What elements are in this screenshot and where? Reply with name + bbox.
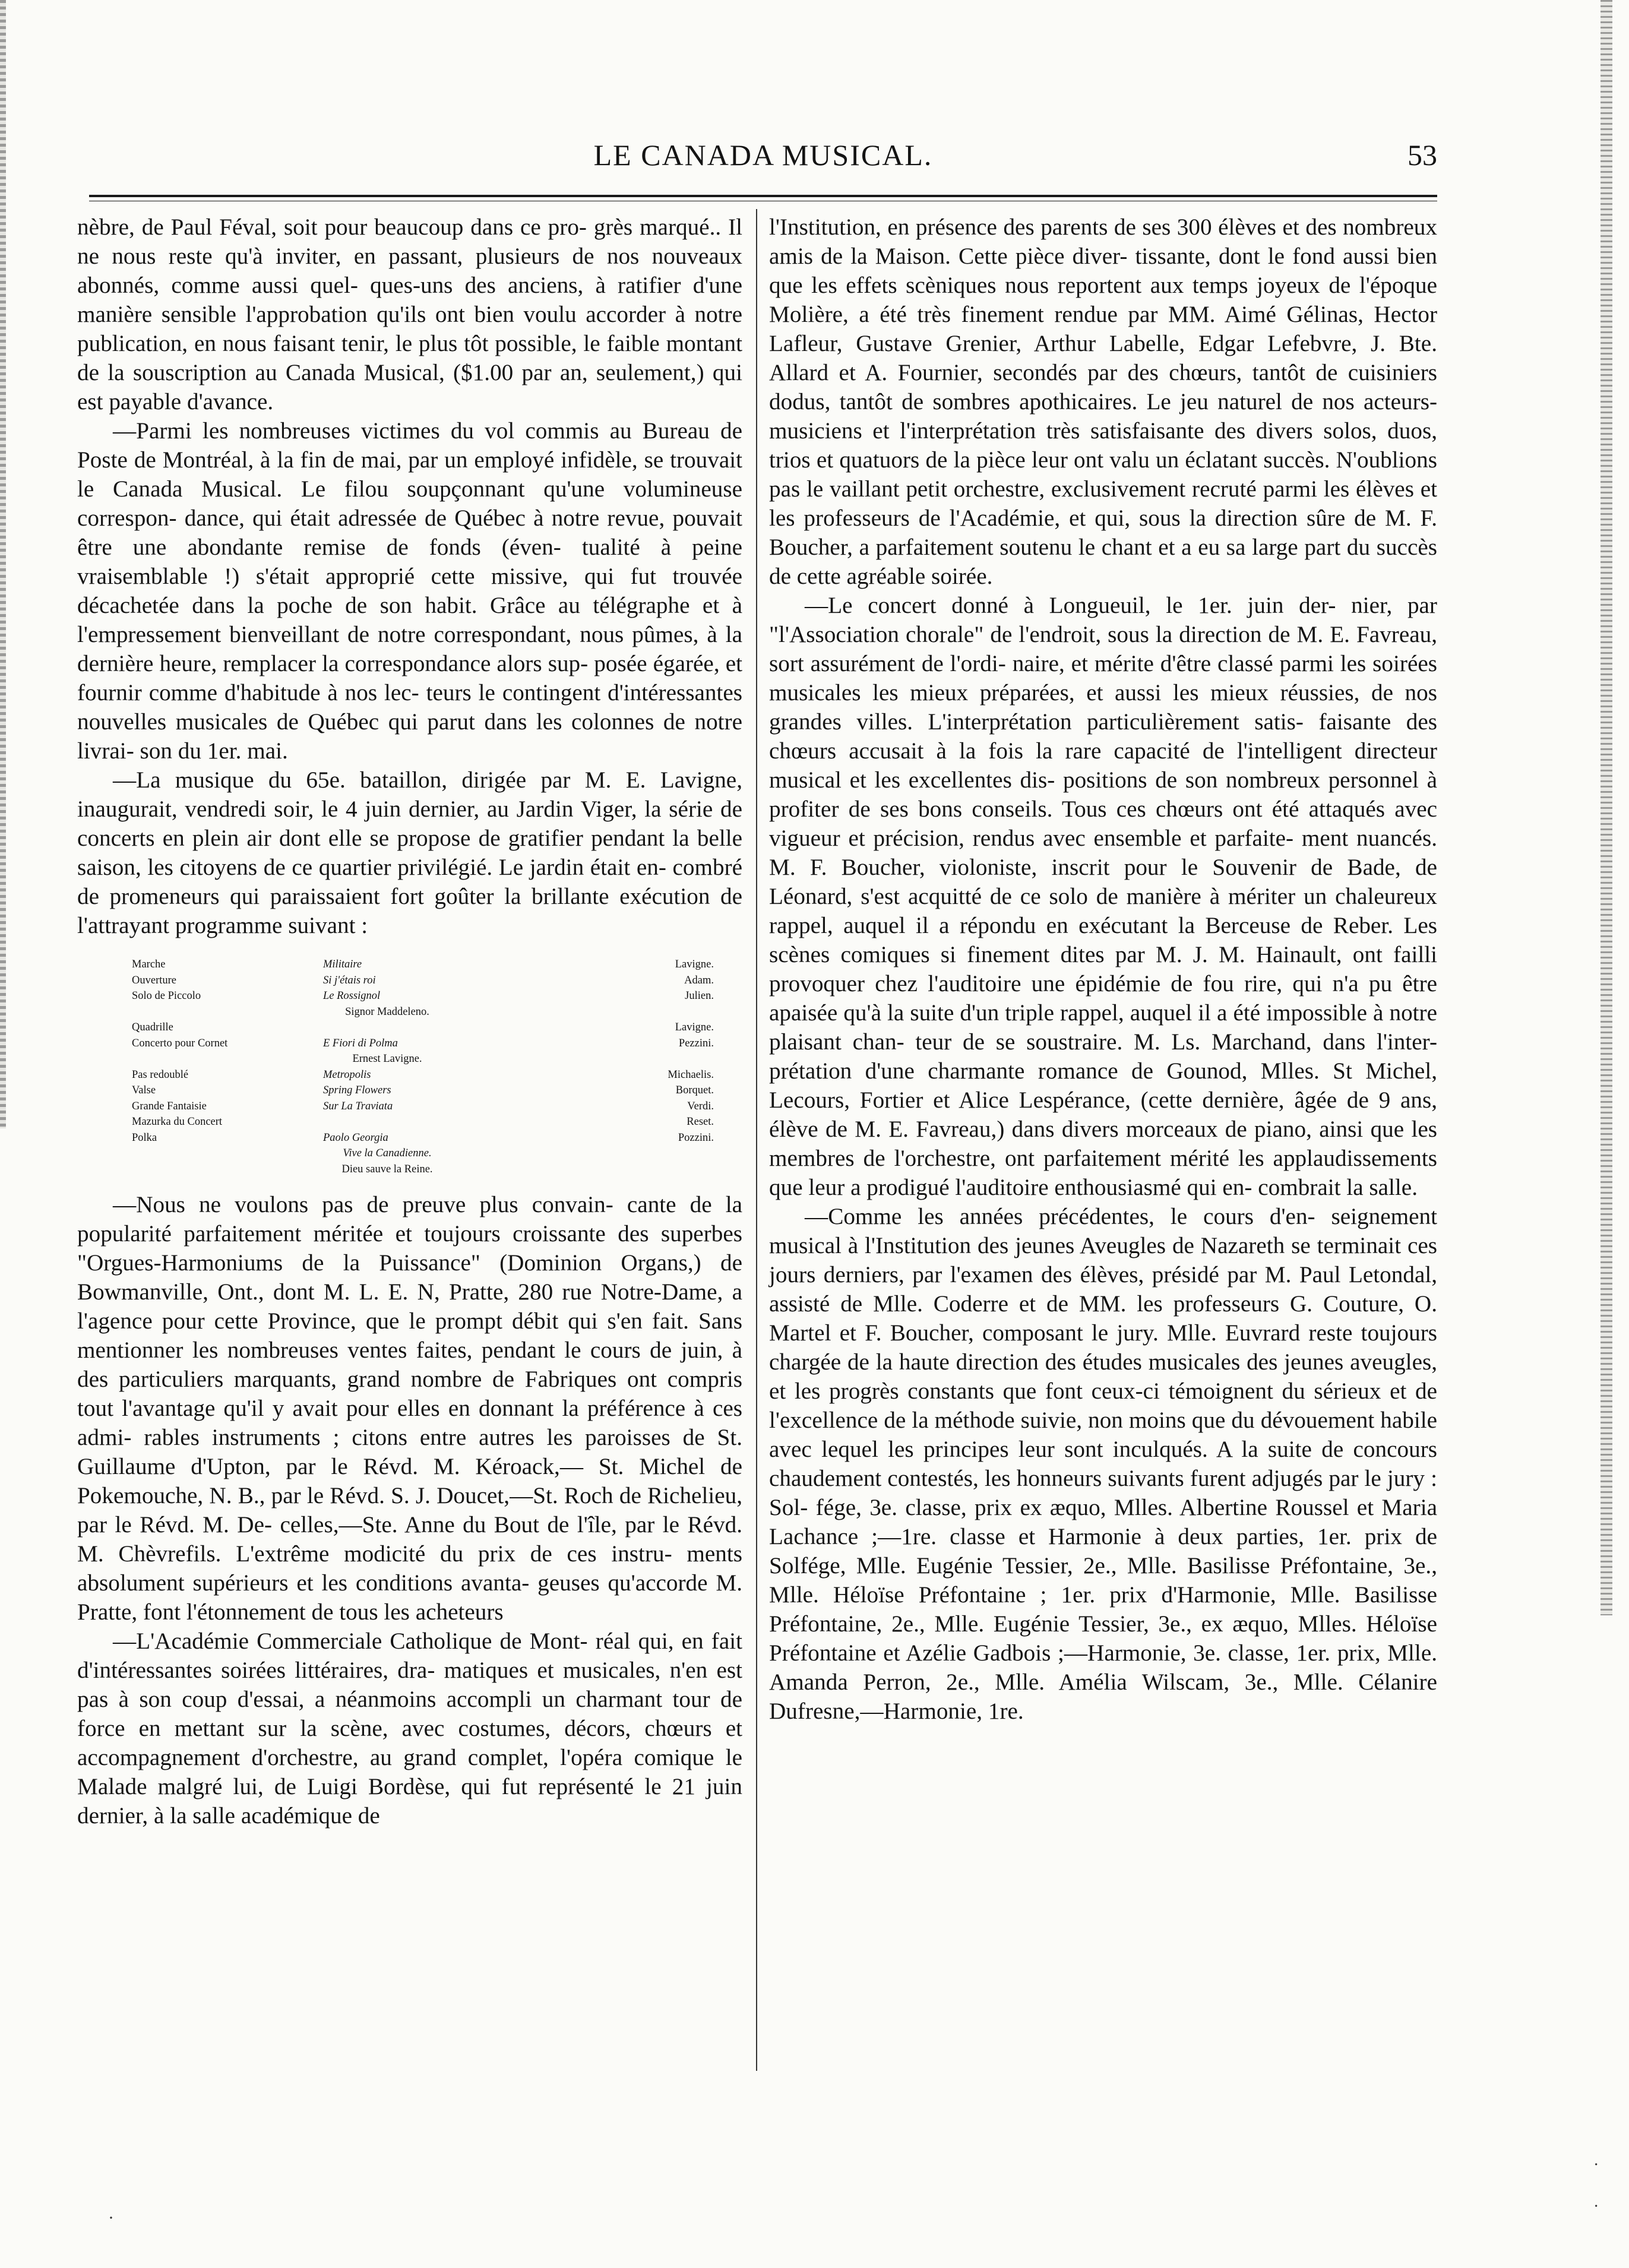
text-line: —Le concert donné à Longueuil, le 1er. juin der- <box>805 593 1336 618</box>
text-line: son habit. Grâce au télégraphe et à l'empressement <box>77 593 743 647</box>
text-line: prétation d'une charmante romance de Gounod, Mlles. <box>769 1058 1320 1084</box>
column-divider <box>756 209 757 2071</box>
program-composer: Verdi. <box>687 1100 714 1112</box>
text-line: au Bureau de Poste de Montréal, à la fin de mai, par <box>77 418 742 473</box>
text-line: fou rire, qui n'a pu être apaisée qu'à la suite d'un triple <box>769 971 1438 1026</box>
text-line: cante de la popularité parfaitement méritée et toujours <box>77 1192 742 1247</box>
text-line: pour cette Province, que le prompt débit qui s'en fait. <box>162 1308 689 1334</box>
program-row <box>132 1114 714 1130</box>
text-line: accompagnement d'orchestre, au grand complet, l'opéra <box>77 1745 623 1770</box>
paragraph <box>769 1202 1437 1726</box>
program-row <box>132 1130 714 1146</box>
text-line: constants que font ceux-ci témoignent du sérieux et de <box>907 1378 1437 1404</box>
text-line: Lefebvre, J. Bte. Allard et A. Fournier, secondés par <box>769 331 1437 385</box>
program-composer: Julien. <box>685 990 714 1002</box>
text-line: sombres apothicaires. Le jeu naturel de nos acteurs- <box>932 389 1437 415</box>
running-head <box>89 138 1437 185</box>
print-mark: · <box>108 2208 114 2228</box>
program-piece: Solo de Piccolo <box>132 990 201 1002</box>
program-piece: Grande Fantaisie <box>132 1100 207 1112</box>
text-line: les honneurs suivants furent adjugés par le jury : Sol- <box>769 1466 1438 1520</box>
paragraph <box>77 1190 742 1627</box>
text-line: réal qui, en fait d'intéressantes soirées littéraires, dra- <box>77 1628 743 1683</box>
text-line: des élèves, présidé par M. Paul Letondal, assisté de <box>769 1262 1438 1317</box>
paragraph <box>77 213 742 416</box>
text-line: 1er. prix d'Harmonie, Mlle. Basilisse Préfontaine, <box>769 1582 1437 1637</box>
program-title: Le Rossignol <box>323 990 381 1002</box>
text-line: de Nazareth se terminait ces jours derniers, par l'examen <box>769 1233 1438 1288</box>
text-line: dernière heure, remplacer la correspondance alors sup- <box>77 651 589 676</box>
text-line: combrait la salle. <box>1258 1175 1418 1200</box>
text-line: dont M. L. E. N, Pratte, 280 rue Notre-Dame, a l'agence <box>77 1279 742 1334</box>
text-line: rappel, auquel il a été impossible à notre plaisant chan- <box>769 1000 1438 1055</box>
program-composer: Lavigne. <box>675 1021 714 1033</box>
print-mark: · <box>1593 2197 1599 2216</box>
program-piece: Concerto pour Cornet <box>132 1037 228 1049</box>
text-line: 1er. prix de Solfége, Mlle. Eugénie Tessier, 2e., Mlle. <box>769 1524 1437 1579</box>
text-line: nombre de Fabriques ont compris tout l'avantage qu'il <box>77 1367 743 1421</box>
program-closing: Dieu sauve la Reine. <box>341 1163 433 1175</box>
text-line: tissante, dont le fond aussi bien que les effets scèniques <box>769 243 1437 298</box>
text-line: 1er. prix, Mlle. Amanda Perron, 2e., Mlle. Amélia <box>769 1640 1438 1695</box>
text-line: nier, par "l'Association chorale" de l'endroit, sous la <box>769 593 1437 647</box>
text-line: celles,—Ste. Anne du Bout de l'île, par le Révd. M. <box>77 1512 743 1567</box>
text-line: vigueur et précision, rendus avec ensemble et parfaite- <box>769 825 1294 851</box>
text-line: scènes comiques si finement dites par M. J. M. Hainault, <box>769 942 1342 967</box>
text-line: Wilscam, 3e., Mlle. Célanire Dufresne,—Harmonie, 1re. <box>769 1669 1437 1724</box>
text-line: —L'Académie Commerciale Catholique de Mont- <box>113 1628 588 1654</box>
text-line: au Jardin Viger, la série de concerts en plein air dont <box>77 796 742 851</box>
text-line: a néanmoins accompli un charmant tour de force en <box>77 1687 743 1741</box>
program-performer: Signor Maddeleno. <box>345 1005 429 1018</box>
text-line: Maria Lachance ;—1re. classe et Harmonie à deux parties, <box>769 1495 1437 1549</box>
program-title: E Fiori di Polma <box>323 1037 398 1049</box>
program-composer: Reset. <box>687 1116 714 1128</box>
text-line: il a répondu en exécutant la Berceuse de Reber. Les <box>915 913 1437 938</box>
program-title: Paolo Georgia <box>323 1131 388 1144</box>
program-piece: Mazurka du Concert <box>132 1116 223 1128</box>
text-line: grandes villes. L'interprétation particulièrement satis- <box>769 709 1304 735</box>
text-line: —Parmi les nombreuses victimes du vol commis <box>113 418 599 444</box>
text-line: missive, qui fut trouvée décachetée dans la poche de <box>77 564 743 618</box>
print-mark: · <box>1593 2156 1599 2174</box>
text-line: rables instruments ; citons entre autres les paroisses de <box>144 1425 705 1450</box>
text-line: y avait pour elles en donnant la préférence à ces admi- <box>77 1396 742 1450</box>
program-piece: Pas redoublé <box>132 1068 189 1081</box>
program-composer: Pezzini. <box>678 1037 714 1049</box>
text-line: ment nuancés. M. F. Boucher, violoniste, inscrit pour <box>769 825 1437 880</box>
text-line: bienveillant de notre correspondant, nous pûmes, à la <box>229 622 743 647</box>
program-performer: Ernest Lavigne. <box>352 1053 422 1065</box>
program-row <box>132 1067 714 1083</box>
text-line: les acheteurs <box>384 1599 504 1625</box>
text-line: posée égarée, et fournir comme d'habitude à nos lec- <box>77 651 742 706</box>
program-row <box>132 1083 714 1099</box>
program-title: Si j'étais roi <box>323 974 376 986</box>
program-composer: Michaelis. <box>668 1068 714 1081</box>
text-line: teurs le contingent d'intéressantes nouvelles musicales <box>77 680 743 735</box>
scan-edge-right <box>1600 0 1612 1615</box>
text-line: Hector Lafleur, Gustave Grenier, Arthur Labelle, Edgar <box>769 302 1438 356</box>
text-line: plusieurs de nos nouveaux abonnés, comme aussi quel- <box>77 243 742 298</box>
text-line: positions de son nombreux personnel à profiter de ses <box>769 767 1438 822</box>
text-line: faisante des chœurs accusait à la fois la rare capacité <box>769 709 1437 764</box>
text-line: direction de M. E. Favreau, sort assurément de l'ordi- <box>769 622 1438 676</box>
text-line: citoyens de ce quartier privilégié. Le jardin était en- <box>179 855 666 880</box>
program-row <box>132 1099 714 1115</box>
text-line: brillante exécution de l'attrayant programme suivant : <box>77 884 742 938</box>
text-line: ments absolument supérieurs et les conditions avanta- <box>77 1541 742 1596</box>
text-line: combré de promeneurs qui paraissaient fort goûter la <box>77 855 743 909</box>
program-piece: Marche <box>132 959 166 970</box>
text-line: solos, duos, trios et quatuors de la pièce leur ont valu <box>769 418 1438 473</box>
program-composer: Borquet. <box>675 1084 714 1096</box>
program-closing: Vive la Canadienne. <box>343 1147 432 1159</box>
text-line: nèbre, de Paul Féval, soit pour beaucoup dans ce pro- <box>77 214 587 240</box>
program-title: Metropolis <box>323 1068 371 1081</box>
text-line: inculqués. A la suite de concours chaudement contestés, <box>769 1437 1438 1491</box>
program-composer: Adam. <box>684 974 714 986</box>
text-line: ont failli provoquer chez l'auditoire une épidémie de <box>769 942 1438 997</box>
text-line: geuses qu'accorde M. Pratte, font l'étonnement de tous <box>77 1570 742 1625</box>
text-line: représenté le 21 juin dernier, à la salle académique de <box>77 1774 743 1829</box>
page-number: 53 <box>1407 138 1437 172</box>
text-line: grès marqué.. Il ne nous reste qu'à inviter, en passant, <box>77 214 743 269</box>
text-line: de M. F. Boucher, a parfaitement soutenu le chant et a <box>769 505 1437 560</box>
text-line: de Québec qui parut dans les colonnes de notre livrai- <box>77 709 743 764</box>
text-line: l'Institution, en présence des parents de ses 300 élèves <box>769 214 1277 240</box>
text-line: fége, 3e. classe, prix ex æquo, Mlles. Albertine Roussel et <box>815 1495 1374 1520</box>
text-line: des chœurs, tantôt de cuisiniers dodus, tantôt de <box>769 360 1437 415</box>
text-line: divers morceaux de piano, ainsi que les membres de <box>769 1116 1437 1171</box>
program-row <box>132 957 714 973</box>
text-line: l'excellence de la méthode suivie, non moins que du <box>769 1407 1255 1433</box>
text-line: Préfontaine et Azélie Gadbois ;—Harmonie, 3e. classe, <box>769 1640 1289 1666</box>
program-title: Sur La Traviata <box>323 1100 393 1112</box>
text-line: seignement musical à l'Institution des jeunes Aveugles <box>769 1204 1437 1258</box>
text-line: publication, en nous faisant tenir, le plus tôt possible, le <box>77 331 600 356</box>
text-line: a été très finement rendue par MM. Aimé Gélinas, <box>859 302 1364 327</box>
header-rule <box>89 195 1437 197</box>
program-composer: Lavigne. <box>675 959 714 970</box>
text-line: —La musique du 65e. bataillon, dirigée par M. E. <box>113 767 646 793</box>
text-line: St. Michel de Pokemouche, N. B., par le Révd. S. J. <box>77 1454 743 1508</box>
text-line: Euvrard reste toujours chargée de la haute direction <box>769 1320 1438 1375</box>
text-line: ($1.00 par an, seulement,) qui est payable d'avance. <box>77 360 742 415</box>
text-line: Basilisse Préfontaine, 3e., Mlle. Héloïse Préfontaine ; <box>769 1553 1437 1608</box>
program-title: Militaire <box>323 959 362 970</box>
text-line: tualité à peine vraisemblable !) s'était approprié cette <box>77 534 742 589</box>
paragraph <box>77 1627 742 1830</box>
program-row <box>132 1036 714 1052</box>
text-line: —Comme les années précédentes, le cours d'en- <box>805 1204 1315 1229</box>
text-line: St. Guillaume d'Upton, par le Révd. M. Kéroack,— <box>77 1425 743 1479</box>
left-column <box>77 213 742 1830</box>
text-line: matiques et musicales, n'en est pas à son coup d'essai, <box>77 1657 743 1712</box>
text-line: O. Martel et F. Boucher, composant le jury. Mlle. <box>769 1291 1438 1346</box>
text-line: dance, qui était adressée de Québec à notre revue, <box>184 505 665 531</box>
program-row <box>132 973 714 989</box>
text-line: professeurs de l'Académie, et qui, sous la direction sûre <box>804 505 1346 531</box>
text-line: Lavigne, inaugurait, vendredi soir, le 4 juin dernier, <box>77 767 742 822</box>
text-line: dévouement habile avec lequel les principes leur sont <box>769 1407 1438 1462</box>
text-line: le Souvenir de Bade, de Léonard, s'est acquitté de ce <box>769 855 1438 909</box>
text-line: bons conseils. Tous ces chœurs ont été attaqués avec <box>918 796 1438 822</box>
text-line: de l'intelligent directeur musical et les excellentes dis- <box>769 738 1437 793</box>
text-line: l'approbation qu'ils ont bien voulu accorder à notre <box>245 302 742 327</box>
paragraph <box>769 213 1437 591</box>
left-column-text-lower <box>77 1190 742 1830</box>
text-line: teur de se soustraire. M. Ls. Marchand, dans l'inter- <box>915 1029 1437 1055</box>
text-line: Sans mentionner les nombreuses ventes faites, pendant <box>77 1308 743 1363</box>
text-line: et des nombreux amis de la Maison. Cette pièce diver- <box>769 214 1437 269</box>
right-column-text <box>769 213 1437 1726</box>
text-line: son du 1er. mai. <box>140 738 288 764</box>
text-line: des études musicales des jeunes aveugles, et les progrès <box>769 1349 1438 1404</box>
text-line: ques-uns des anciens, à ratifier d'une manière sensible <box>77 273 743 327</box>
text-line: eu sa large part du succès de cette agréable soirée. <box>769 534 1437 589</box>
text-line: orchestre, exclusivement recruté parmi les élèves et les <box>769 476 1437 531</box>
paragraph <box>77 416 742 766</box>
text-line: comique le Malade malgré lui, de Luigi Bordèse, qui fut <box>77 1745 743 1799</box>
program-title: Spring Flowers <box>323 1084 391 1096</box>
text-line: Puissance" (Dominion Organs,) de Bowmanville, Ont., <box>77 1250 742 1305</box>
right-column <box>769 213 1437 1726</box>
text-line: Chèvrefils. L'extrême modicité du prix de ces instru- <box>118 1541 672 1567</box>
text-line: un éclatant succès. N'oublions pas le vaillant petit <box>769 447 1437 502</box>
program-row <box>132 1020 714 1036</box>
text-line: St Michel, Lecours, Fortier et Alice Lespérance, (cette <box>769 1058 1437 1113</box>
program-piece: Polka <box>132 1131 157 1144</box>
program-piece: Ouverture <box>132 974 176 986</box>
text-line: que leur a prodigué l'auditoire enthousiasmé qui en- <box>769 1175 1252 1200</box>
text-line: solo de manière à mériter un chaleureux rappel, auquel <box>769 884 1437 938</box>
program-composer: Pozzini. <box>678 1131 714 1144</box>
scan-edge-left <box>0 0 6 1128</box>
text-line: les mieux préparées, et aussi les mieux réussies, de nos <box>872 680 1438 706</box>
text-line: nous reportent aux temps joyeux de l'époque Molière, <box>769 273 1438 327</box>
program-row <box>132 988 714 1004</box>
text-line: pouvait être une abondante remise de fonds (éven- <box>77 505 743 560</box>
text-line: musiciens et l'interprétation très satisfaisante des divers <box>769 418 1313 444</box>
text-line: croissante des superbes "Orgues-Harmoniums de la <box>77 1221 742 1276</box>
journal-title: LE CANADA MUSICAL. <box>593 138 933 172</box>
text-line: dernière, âgée de 9 ans, élève de M. E. Favreau,) dans <box>769 1087 1438 1142</box>
program-piece: Quadrille <box>132 1021 173 1033</box>
text-line: naire, et mérite d'être classé parmi les soirées musicales <box>769 651 1437 706</box>
text-line: mettant sur la scène, avec costumes, décors, chœurs et <box>174 1716 743 1741</box>
text-line: Le filou soupçonnant qu'une volumineuse correspon- <box>77 476 743 531</box>
paragraph <box>77 766 742 940</box>
left-column-text-upper <box>77 213 742 940</box>
text-line: elle se propose de gratifier pendant la belle saison, les <box>77 825 742 880</box>
text-line: un employé infidèle, se trouvait le Canada Musical. <box>77 447 743 502</box>
paragraph <box>769 591 1437 1202</box>
text-line: faible montant de la souscription au Canada Musical, <box>77 331 743 385</box>
program-piece: Valse <box>132 1084 156 1096</box>
text-line: 2e., Mlle. Eugénie Tessier, 3e., ex æquo, Mlles. Héloïse <box>891 1611 1438 1637</box>
text-line: le cours de juin, à des particuliers marquants, grand <box>77 1337 743 1392</box>
concert-program <box>132 957 714 1177</box>
text-line: l'orchestre, ont parfaitement mérité les applaudissements <box>894 1146 1437 1171</box>
text-line: —Nous ne voulons pas de preuve plus convain- <box>113 1192 613 1217</box>
text-line: Mlle. Coderre et de MM. les professeurs G. Couture, <box>873 1291 1405 1317</box>
text-line: Doucet,—St. Roch de Richelieu, par le Révd. M. De- <box>77 1483 742 1538</box>
